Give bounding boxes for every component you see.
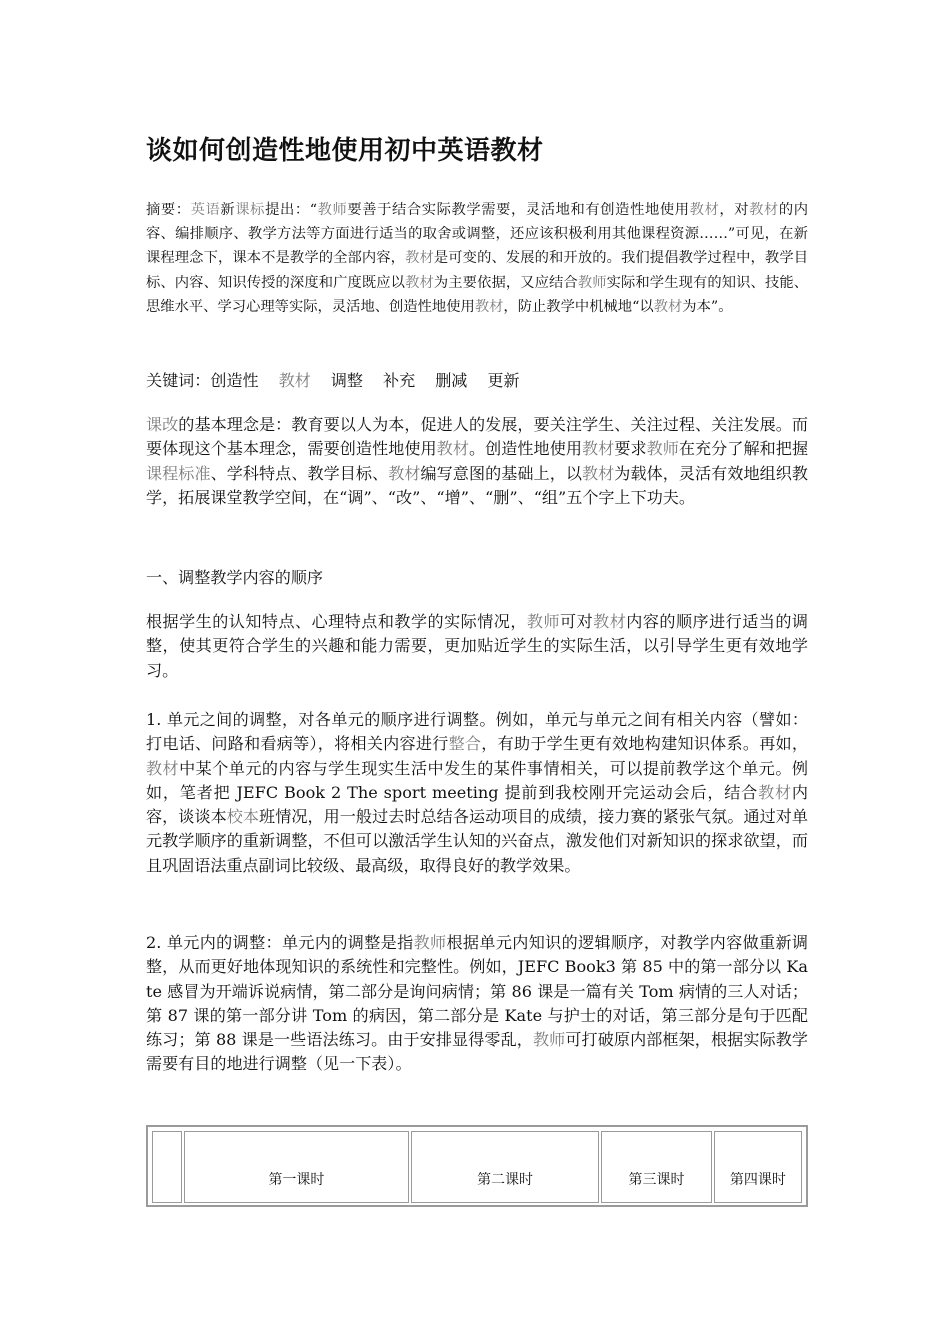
- table-header-cell: 第四课时: [714, 1131, 802, 1203]
- text-run: 为载体，灵活有效地组织教学，拓展课堂教学空间，在“调”、“改”、“增”、“删”、“组”五个字上下功夫。: [146, 463, 809, 507]
- text-run: 。创造性地使用: [468, 439, 583, 459]
- text-run: 内容，谈谈本: [146, 782, 808, 827]
- text-run: 在充分了解和把握: [678, 439, 809, 459]
- lesson-table-grid: [150, 1129, 804, 1205]
- text-run: 、学科特点、教学目标、: [210, 463, 389, 483]
- text-run: 为主要依据，又应结合: [433, 274, 578, 291]
- text-run: 1. 单元之间的调整，对各单元的顺序进行调整。例如，单元与单元之间有相关内容（譬如：打电话、问路和看病等），将相关内容进行: [146, 710, 808, 754]
- table-cell-empty: [152, 1131, 182, 1203]
- text-run: 根据学生的认知特点、心理特点和教学的实际情况，: [146, 612, 527, 631]
- text-run: 可打破原内部框架，根据实际教学需要有目的地进行调整（见一下表）。: [146, 1030, 809, 1074]
- term-link[interactable]: 课改: [146, 415, 179, 434]
- text-run: 新: [220, 202, 236, 218]
- text-run: 的内容、编排顺序、教学方法等方面进行适当的取舍或调整，还应该积极利用其他课程资源……”可见，在新课程理念下，课本不是教学的全部内容，: [146, 202, 809, 267]
- page-title: 谈如何创造性地使用初中英语教材: [146, 136, 544, 166]
- term-link[interactable]: 教师: [526, 612, 561, 631]
- table-header-cell: 第一课时: [184, 1131, 409, 1203]
- term-link[interactable]: 教材: [582, 463, 615, 483]
- table-header-cell: 第二课时: [411, 1131, 600, 1203]
- term-link[interactable]: 教材: [689, 202, 720, 218]
- text-run: 内容的顺序进行适当的调整，使其更符合学生的兴趣和能力需要，更加贴近学生的实际生活，以引导学生更有效地学习。: [146, 612, 809, 680]
- term-link[interactable]: 教师: [646, 439, 679, 459]
- term-link[interactable]: 教材: [474, 298, 504, 315]
- keyword-item: 删减: [435, 371, 468, 390]
- term-link[interactable]: 教材: [653, 298, 683, 315]
- term-link[interactable]: 教材: [388, 463, 421, 483]
- keywords-list: [210, 371, 539, 390]
- keyword-item: 补充: [383, 371, 416, 390]
- text-run: 的基本理念是：教育要以人为本，促进人的发展，要关注学生、关注过程、关注发展。而要体现这个基本理念，需要创造性地使用: [146, 415, 809, 459]
- term-link[interactable]: 教师: [317, 202, 348, 218]
- text-run: ，有助于学生更有效地构建知识体系。再如，: [481, 734, 809, 754]
- term-link[interactable]: 教材: [749, 202, 779, 218]
- term-link[interactable]: 教师: [413, 933, 447, 952]
- text-run: 为本”。: [682, 298, 733, 315]
- abstract-paragraph: [146, 198, 808, 319]
- term-link[interactable]: 校本: [226, 807, 260, 827]
- term-link[interactable]: 课标: [235, 202, 266, 218]
- term-link[interactable]: 教材: [405, 274, 434, 291]
- text-run: 中某个单元的内容与学生现实生活中发生的某件事情相关，可以提前教学这个单元。例如，笔者把 JEFC Book 2 The sport meeting 提前到我校刚开完运动会后，结合: [146, 758, 809, 802]
- keyword-item: 调整: [330, 371, 364, 390]
- text-run: 要求: [614, 439, 647, 459]
- unit-within-paragraph: [146, 931, 808, 1077]
- keyword-item: 更新: [487, 371, 520, 390]
- text-run: 可对: [560, 612, 594, 631]
- text-run: ，对: [719, 202, 750, 218]
- lesson-table: [146, 1125, 808, 1207]
- term-link[interactable]: 教材: [593, 612, 627, 631]
- section1-paragraph: [146, 610, 808, 683]
- table-row: [152, 1131, 802, 1203]
- text-run: 要善于结合实际教学需要，灵活地和有创造性地使用: [347, 202, 690, 218]
- keyword-link[interactable]: 教材: [278, 371, 311, 390]
- term-link[interactable]: 教材: [405, 250, 434, 267]
- text-run: 提出：“: [265, 202, 318, 218]
- term-link[interactable]: 整合: [448, 734, 482, 754]
- keywords-label: 关键词：: [146, 371, 211, 390]
- text-run: 2. 单元内的调整：单元内的调整是指: [146, 933, 414, 952]
- keyword-item: 创造性: [210, 371, 259, 390]
- term-link[interactable]: 教材: [758, 782, 792, 802]
- table-header-cell: 第三课时: [601, 1131, 711, 1203]
- text-run: 编写意图的基础上，以: [420, 463, 582, 483]
- text-run: 班情况，用一般过去时总结各运动项目的成绩，接力赛的紧张气氛。通过对单元教学顺序的重新调整，不但可以激活学生认知的兴奋点，激发他们对新知识的探求欲望，而且巩固语法重点副词比较级、最高级，取得良好的教学效果。: [146, 807, 809, 875]
- term-link[interactable]: 教材: [436, 439, 469, 459]
- term-link[interactable]: 教材: [582, 439, 615, 459]
- text-run: ，防止教学中机械地“以: [503, 298, 654, 315]
- text-run: 实际和学生现有的知识、技能、思维水平、学习心理等实际，灵活地、创造性地使用: [146, 274, 809, 315]
- section-heading-1: 一、调整教学内容的顺序: [146, 568, 324, 587]
- intro-paragraph: [146, 413, 808, 510]
- term-link[interactable]: 教师: [577, 274, 607, 291]
- term-link[interactable]: 教师: [532, 1030, 566, 1050]
- term-link[interactable]: 教材: [146, 758, 180, 778]
- term-link[interactable]: 课程标准: [146, 463, 211, 483]
- term-link[interactable]: 英语: [190, 202, 221, 218]
- text-run: 摘要：: [146, 202, 191, 218]
- text-run: 根据单元内知识的逻辑顺序，对教学内容做重新调整，从而更好地体现知识的系统性和完整性。例如，JEFC Book3 第 85 中的第一部分以 Kate 感冒为开端诉说病情，第二部分是询问病情；第 86 课是一篇有关 Tom 病情的三人对话；第 87 课的第一部分讲 Tom 的病因，第二部分是 Kate 与护士的对话，第三部分是句于匹配练习；第 88 课是一些语法练习。由于安排显得零乱，: [146, 933, 809, 1050]
- unit-between-paragraph: [146, 708, 808, 878]
- text-run: 是可变的、发展的和开放的。我们提倡教学过程中，教学目标、内容、知识传授的深度和广度既应以: [146, 250, 809, 291]
- keywords-line: [146, 369, 808, 393]
